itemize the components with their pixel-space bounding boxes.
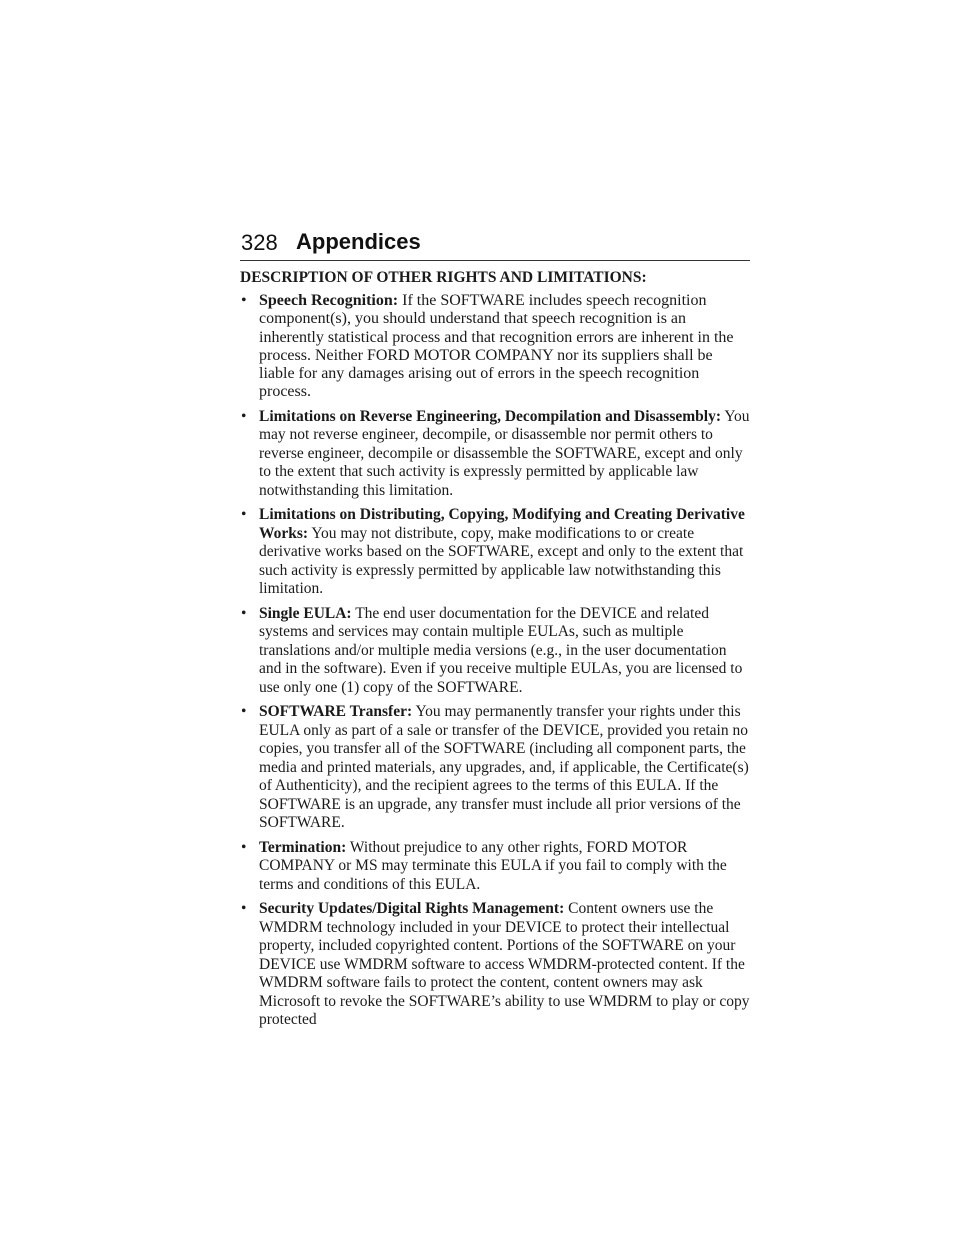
bullet-icon: •: [241, 407, 247, 425]
item-label: Limitations on Reverse Engineering, Decompilation and Disassembly:: [259, 407, 721, 425]
item-text: You may permanently transfer your rights under this EULA only as part of a sale or transfer of the DEVICE, provided you retain no copies, you transfer all of the SOFTWARE (including all component parts, the media and printed materials, any upgrades, and, if applicable, the Certificate(s) of Authenticity), and the recipient agrees to the terms of this EULA. If the SOFTWARE is an upgrade, any transfer must include all prior versions of the SOFTWARE.: [259, 703, 749, 832]
page-body: [240, 268, 752, 1036]
bullet-icon: •: [241, 838, 247, 856]
list-item-reverse-engineering: [240, 408, 752, 501]
item-text: Without prejudice to any other rights, FORD MOTOR COMPANY or MS may terminate this EULA if you fail to comply with the terms and conditions of this EULA.: [259, 838, 727, 893]
item-label: Single EULA:: [259, 604, 352, 622]
bullet-icon: •: [241, 506, 247, 524]
page-header: [240, 228, 750, 261]
item-label: Termination:: [259, 838, 347, 856]
item-label: Limitations on Distributing, Copying, Modifying and Creating Derivative Works:: [259, 506, 745, 542]
item-label: Speech Recognition:: [259, 292, 399, 309]
item-text: If the SOFTWARE includes speech recognition component(s), you should understand that speech recognition is an inherently statistical process and that recognition errors are inherent in the process. Neither FORD MOTOR COMPANY nor its suppliers shall be liable for any damages arising out of errors in the speech recognition process.: [259, 292, 734, 401]
list-item-distributing: [240, 506, 752, 599]
bullet-icon: •: [241, 604, 247, 622]
list-item-software-transfer: [240, 703, 752, 833]
page-number: 328: [241, 230, 278, 255]
bullet-icon: •: [241, 292, 247, 309]
item-text: You may not distribute, copy, make modifications to or create derivative works based on the SOFTWARE, except and only to the extent that such activity is expressly permitted by applicable law notwithstanding this limitation.: [259, 524, 744, 598]
item-label: SOFTWARE Transfer:: [259, 703, 413, 721]
list-item-speech-recognition: [240, 292, 752, 402]
item-text: You may not reverse engineer, decompile, or disassemble nor permit others to reverse engineer, decompile or disassemble the SOFTWARE, except and only to the extent that such activity is expressly permitted by applicable law notwithstanding this limitation.: [259, 407, 750, 499]
rights-heading: DESCRIPTION OF OTHER RIGHTS AND LIMITATIONS:: [240, 269, 647, 286]
list-item-single-eula: [240, 605, 752, 698]
item-text: Content owners use the WMDRM technology included in your DEVICE to protect their intellectual property, included copyrighted content. Portions of the SOFTWARE on your DEVICE use WMDRM software to access WMDRM-protected content. If the WMDRM software fails to protect the content, content owners may ask Microsoft to revoke the SOFTWARE’s ability to use WMDRM to play or copy protected: [259, 900, 750, 1029]
bullet-icon: •: [241, 703, 247, 721]
list-item-termination: [240, 839, 752, 895]
list-item-security-updates: [240, 900, 752, 1030]
section-title: Appendices: [296, 229, 421, 254]
bullet-icon: •: [241, 900, 247, 918]
item-label: Security Updates/Digital Rights Management:: [259, 900, 565, 918]
item-text: The end user documentation for the DEVICE and related systems and services may contain multiple EULAs, such as multiple translations and/or multiple media versions (e.g., in the user documentation and in the software). Even if you receive multiple EULAs, you are licensed to use only one (1) copy of the SOFTWARE.: [259, 604, 743, 696]
